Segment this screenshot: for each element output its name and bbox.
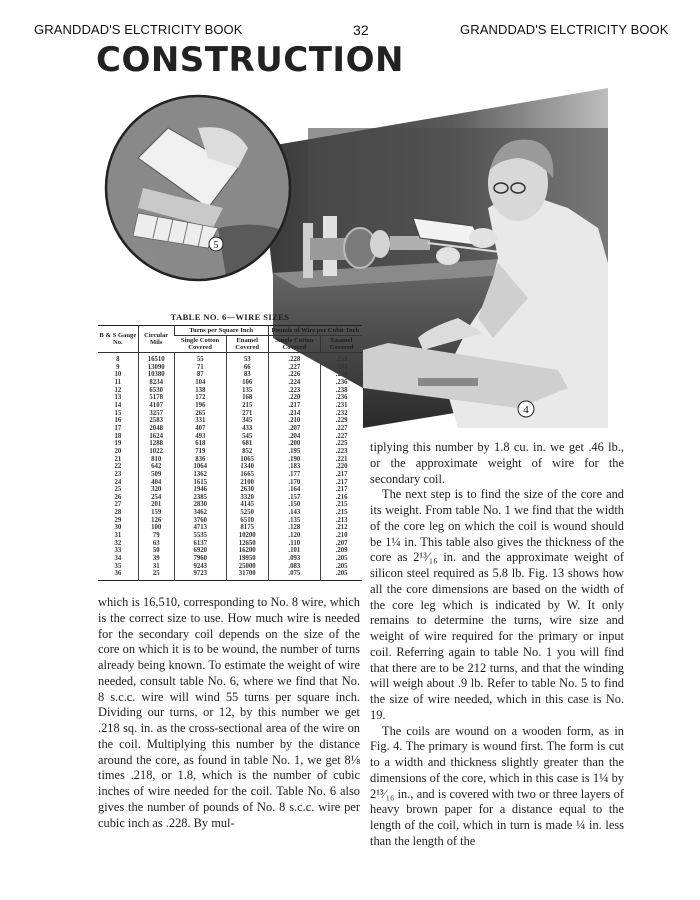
cell-enamel-pounds: .253 xyxy=(321,353,362,364)
col-header-gauge: B & S Gauge No. xyxy=(98,326,138,353)
cell-scc-pounds: .135 xyxy=(268,517,321,525)
cell-enamel-pounds: .205 xyxy=(321,563,362,571)
cell-scc-pounds: .150 xyxy=(268,501,321,509)
cell-scc-turns: 407 xyxy=(174,425,226,433)
cell-enamel-turns: 1340 xyxy=(226,463,268,471)
cell-scc-turns: 196 xyxy=(174,402,226,410)
table-row xyxy=(98,364,362,372)
cell-scc-pounds: .120 xyxy=(268,532,321,540)
cell-scc-turns: 618 xyxy=(174,440,226,448)
table-row xyxy=(98,387,362,395)
cell-scc-turns: 1946 xyxy=(174,486,226,494)
cell-gauge: 31 xyxy=(114,532,122,540)
cell-enamel-turns: 66 xyxy=(226,364,268,372)
table-row xyxy=(98,471,362,479)
col-header-turns: Turns per Square Inch xyxy=(174,326,268,336)
cell-scc-pounds: .128 xyxy=(268,524,321,532)
cell-scc-turns: 172 xyxy=(174,394,226,402)
cell-enamel-pounds: .231 xyxy=(321,402,362,410)
cell-enamel-turns: 681 xyxy=(226,440,268,448)
paragraph: The next step is to find the size of the core and its weight. From table No. 1 we find that the width of the core leg on which the coil is wound should be 1¼ in. This table also gives the thickness of the core as 2¹³⁄₁₆ in. and the approximate weight of silicon steel required as 5.8 lb. Fig. 13 shows how all the core dimensions are based on the width of the core leg which is indicated by W. It only remains to determine the turns, wire size and weight of wire required for the primary or input coil. Referring again to table No. 1 you will find that there are to be 212 turns, and that the winding will weigh about .9 lb. Refer to table No. 5 to find the size of wire needed, which in this case is No. 19. xyxy=(370,487,624,722)
cell-scc-pounds: .110 xyxy=(268,540,321,548)
wire-sizes-table xyxy=(98,325,362,581)
cell-scc-pounds: .226 xyxy=(268,371,321,379)
cell-mils: 16510 xyxy=(138,353,174,364)
table-row xyxy=(98,570,362,580)
page-title: CONSTRUCTION xyxy=(96,40,404,80)
cell-mils: 1288 xyxy=(138,440,174,448)
table-row xyxy=(98,402,362,410)
table-row xyxy=(98,494,362,502)
cell-scc-turns: 1362 xyxy=(174,471,226,479)
cell-scc-pounds: .204 xyxy=(268,433,321,441)
cell-scc-pounds: .157 xyxy=(268,494,321,502)
cell-gauge: 26 xyxy=(114,493,122,501)
cell-enamel-pounds: .223 xyxy=(321,448,362,456)
cell-scc-turns: 2830 xyxy=(174,501,226,509)
cell-enamel-pounds: .225 xyxy=(321,440,362,448)
table-row xyxy=(98,517,362,525)
cell-enamel-pounds: .236 xyxy=(321,394,362,402)
cell-gauge: 11 xyxy=(114,378,122,386)
cell-scc-turns: 719 xyxy=(174,448,226,456)
cell-gauge: 9 xyxy=(116,363,120,371)
cell-mils: 1022 xyxy=(138,448,174,456)
cell-scc-turns: 71 xyxy=(174,364,226,372)
table-row xyxy=(98,448,362,456)
table-row xyxy=(98,456,362,464)
cell-scc-turns: 55 xyxy=(174,353,226,364)
cell-mils: 126 xyxy=(138,517,174,525)
cell-enamel-pounds: .215 xyxy=(321,501,362,509)
cell-mils: 3257 xyxy=(138,410,174,418)
cell-enamel-turns: 135 xyxy=(226,387,268,395)
cell-enamel-turns: 168 xyxy=(226,394,268,402)
cell-scc-pounds: .227 xyxy=(268,364,321,372)
table-row xyxy=(98,547,362,555)
cell-enamel-turns: 4145 xyxy=(226,501,268,509)
cell-gauge: 36 xyxy=(114,570,122,578)
cell-mils: 10380 xyxy=(138,371,174,379)
cell-enamel-turns: 2630 xyxy=(226,486,268,494)
table-row xyxy=(98,532,362,540)
cell-mils: 201 xyxy=(138,501,174,509)
cell-enamel-turns: 1065 xyxy=(226,456,268,464)
table-row xyxy=(98,353,362,364)
cell-enamel-turns: 16200 xyxy=(226,547,268,555)
cell-gauge: 29 xyxy=(114,516,122,524)
cell-gauge: 24 xyxy=(114,478,122,486)
cell-gauge: 20 xyxy=(114,447,122,455)
cell-mils: 100 xyxy=(138,524,174,532)
cell-gauge: 25 xyxy=(114,486,122,494)
cell-enamel-turns: 3320 xyxy=(226,494,268,502)
cell-enamel-pounds: .217 xyxy=(321,479,362,487)
cell-scc-turns: 2385 xyxy=(174,494,226,502)
table-row xyxy=(98,501,362,509)
wire-sizes-table-block xyxy=(98,312,362,581)
cell-enamel-turns: 25000 xyxy=(226,563,268,571)
cell-mils: 4107 xyxy=(138,402,174,410)
cell-enamel-pounds: .227 xyxy=(321,433,362,441)
cell-enamel-pounds: .227 xyxy=(321,425,362,433)
cell-scc-pounds: .143 xyxy=(268,509,321,517)
cell-scc-pounds: .200 xyxy=(268,440,321,448)
cell-mils: 404 xyxy=(138,479,174,487)
cell-scc-pounds: .217 xyxy=(268,402,321,410)
cell-mils: 509 xyxy=(138,471,174,479)
cell-mils: 39 xyxy=(138,555,174,563)
cell-enamel-pounds: .205 xyxy=(321,570,362,580)
cell-mils: 25 xyxy=(138,570,174,580)
paragraph: The coils are wound on a wooden form, as in Fig. 4. The primary is wound first. The form is cut to a width and thickness slightly greater than the dimensions of the core, which in this case is 1¼ by 2¹³⁄₁₆ in., and is covered with two or three layers of heavy brown paper for a distance equal to the length of the coil, which in turn is made ¼ in. less than the length of the xyxy=(370,723,624,848)
cell-gauge: 35 xyxy=(114,562,122,570)
paragraph: tiplying this number by 1.8 cu. in. we get .46 lb., or the approximate weight of wire for the secondary coil. xyxy=(370,440,624,486)
table-row xyxy=(98,479,362,487)
cell-mils: 810 xyxy=(138,456,174,464)
cell-enamel-pounds: .210 xyxy=(321,532,362,540)
cell-mils: 79 xyxy=(138,532,174,540)
cell-scc-pounds: .228 xyxy=(268,353,321,364)
cell-scc-turns: 265 xyxy=(174,410,226,418)
cell-enamel-turns: 215 xyxy=(226,402,268,410)
cell-enamel-pounds: .232 xyxy=(321,410,362,418)
cell-scc-turns: 138 xyxy=(174,387,226,395)
running-header-left: GRANDDAD'S ELCTRICITY BOOK xyxy=(34,22,243,37)
table-row xyxy=(98,540,362,548)
table-row xyxy=(98,524,362,532)
right-text-column xyxy=(370,440,624,850)
col-header-scc-pounds: Single Cotton Covered xyxy=(268,336,321,353)
cell-mils: 642 xyxy=(138,463,174,471)
cell-enamel-pounds: .205 xyxy=(321,555,362,563)
cell-mils: 2583 xyxy=(138,417,174,425)
cell-enamel-turns: 83 xyxy=(226,371,268,379)
cell-scc-pounds: .183 xyxy=(268,463,321,471)
cell-scc-turns: 9243 xyxy=(174,563,226,571)
table-row xyxy=(98,433,362,441)
col-header-mils: Circular Mils xyxy=(138,326,174,353)
left-text-column xyxy=(98,595,360,831)
cell-gauge: 13 xyxy=(114,394,122,402)
cell-enamel-turns: 1665 xyxy=(226,471,268,479)
cell-scc-turns: 87 xyxy=(174,371,226,379)
cell-scc-turns: 1615 xyxy=(174,479,226,487)
cell-mils: 8234 xyxy=(138,379,174,387)
cell-scc-turns: 5535 xyxy=(174,532,226,540)
cell-scc-pounds: .207 xyxy=(268,425,321,433)
cell-enamel-pounds: .213 xyxy=(321,517,362,525)
cell-scc-pounds: .075 xyxy=(268,570,321,580)
cell-enamel-pounds: .212 xyxy=(321,524,362,532)
cell-enamel-pounds: .236 xyxy=(321,371,362,379)
cell-mils: 320 xyxy=(138,486,174,494)
table-row xyxy=(98,425,362,433)
cell-enamel-turns: 19950 xyxy=(226,555,268,563)
cell-enamel-turns: 433 xyxy=(226,425,268,433)
cell-enamel-turns: 2100 xyxy=(226,479,268,487)
figure-label-4: 4 xyxy=(523,404,529,416)
cell-gauge: 23 xyxy=(114,470,122,478)
cell-scc-pounds: .164 xyxy=(268,486,321,494)
col-header-pounds: Pounds of Wire per Cubic Inch xyxy=(268,326,362,336)
cell-enamel-turns: 852 xyxy=(226,448,268,456)
cell-mils: 254 xyxy=(138,494,174,502)
cell-scc-pounds: .224 xyxy=(268,379,321,387)
cell-gauge: 12 xyxy=(114,386,122,394)
cell-enamel-pounds: .217 xyxy=(321,471,362,479)
cell-gauge: 14 xyxy=(114,401,122,409)
cell-gauge: 16 xyxy=(114,417,122,425)
cell-mils: 63 xyxy=(138,540,174,548)
cell-gauge: 21 xyxy=(114,455,122,463)
cell-mils: 6530 xyxy=(138,387,174,395)
table-row xyxy=(98,379,362,387)
cell-scc-pounds: .170 xyxy=(268,479,321,487)
cell-scc-turns: 9723 xyxy=(174,570,226,580)
cell-scc-pounds: .220 xyxy=(268,394,321,402)
cell-gauge: 22 xyxy=(114,463,122,471)
paragraph: which is 16,510, corresponding to No. 8 wire, which is the correct size to use. How much wire is needed for the secondary coil depends on the size of the core on which it is to be wound, the number of turns already being known. To estimate the weight of wire needed, consult table No. 6, where we find that No. 8 s.c.c. wire will wind 55 turns per square inch. Dividing our turns, or 12, by this number we get .218 sq. in. as the cross-sectional area of the wire on the coil. Multiplying this number by the distance around the core, as found in table No. 1, we get 8⅛ times .218, or 1.8, which is the number of cubic inches of wire needed for the coil. Table No. 6 also gives the number of pounds of No. 8 s.c.c. wire per cubic inch as .228. By mul- xyxy=(98,595,360,830)
cell-scc-turns: 331 xyxy=(174,417,226,425)
cell-gauge: 28 xyxy=(114,509,122,517)
cell-scc-turns: 6137 xyxy=(174,540,226,548)
cell-scc-turns: 6920 xyxy=(174,547,226,555)
cell-scc-pounds: .214 xyxy=(268,410,321,418)
cell-gauge: 15 xyxy=(114,409,122,417)
cell-scc-turns: 4713 xyxy=(174,524,226,532)
cell-enamel-pounds: .221 xyxy=(321,456,362,464)
cell-enamel-pounds: .217 xyxy=(321,486,362,494)
cell-mils: 159 xyxy=(138,509,174,517)
table-row xyxy=(98,410,362,418)
cell-enamel-pounds: .220 xyxy=(321,463,362,471)
cell-gauge: 34 xyxy=(114,555,122,563)
table-row xyxy=(98,417,362,425)
cell-scc-pounds: .101 xyxy=(268,547,321,555)
table-row xyxy=(98,555,362,563)
table-row xyxy=(98,509,362,517)
cell-enamel-turns: 10200 xyxy=(226,532,268,540)
cell-enamel-turns: 8175 xyxy=(226,524,268,532)
cell-mils: 1624 xyxy=(138,433,174,441)
cell-gauge: 8 xyxy=(116,356,120,363)
cell-enamel-turns: 271 xyxy=(226,410,268,418)
cell-scc-turns: 493 xyxy=(174,433,226,441)
running-header-right: GRANDDAD'S ELCTRICITY BOOK xyxy=(460,22,669,37)
cell-enamel-pounds: .244 xyxy=(321,364,362,372)
cell-mils: 31 xyxy=(138,563,174,571)
cell-scc-pounds: .223 xyxy=(268,387,321,395)
cell-enamel-pounds: .229 xyxy=(321,417,362,425)
cell-enamel-pounds: .238 xyxy=(321,387,362,395)
cell-enamel-turns: 5250 xyxy=(226,509,268,517)
cell-mils: 13090 xyxy=(138,364,174,372)
cell-gauge: 19 xyxy=(114,440,122,448)
col-header-enamel-turns: Enamel Covered xyxy=(226,336,268,353)
page-number: 32 xyxy=(353,22,369,38)
cell-gauge: 10 xyxy=(114,371,122,379)
cell-enamel-pounds: .209 xyxy=(321,547,362,555)
cell-gauge: 27 xyxy=(114,501,122,509)
cell-scc-pounds: .195 xyxy=(268,448,321,456)
cell-enamel-pounds: .216 xyxy=(321,494,362,502)
cell-scc-turns: 1064 xyxy=(174,463,226,471)
cell-scc-pounds: .177 xyxy=(268,471,321,479)
cell-scc-pounds: .190 xyxy=(268,456,321,464)
table-row xyxy=(98,394,362,402)
cell-scc-pounds: .083 xyxy=(268,563,321,571)
cell-scc-pounds: .093 xyxy=(268,555,321,563)
table-row xyxy=(98,463,362,471)
cell-enamel-pounds: .236 xyxy=(321,379,362,387)
cell-gauge: 33 xyxy=(114,547,122,555)
cell-scc-turns: 836 xyxy=(174,456,226,464)
cell-scc-turns: 3760 xyxy=(174,517,226,525)
cell-enamel-turns: 53 xyxy=(226,353,268,364)
cell-scc-pounds: .210 xyxy=(268,417,321,425)
cell-enamel-turns: 545 xyxy=(226,433,268,441)
cell-enamel-turns: 12650 xyxy=(226,540,268,548)
figure-label-5: 5 xyxy=(213,240,219,251)
cell-enamel-pounds: .207 xyxy=(321,540,362,548)
cell-gauge: 18 xyxy=(114,432,122,440)
cell-mils: 5178 xyxy=(138,394,174,402)
table-row xyxy=(98,440,362,448)
col-header-scc-turns: Single Cotton Covered xyxy=(174,336,226,353)
table-row xyxy=(98,563,362,571)
col-header-enamel-pounds: Enamel Covered xyxy=(321,336,362,353)
cell-mils: 50 xyxy=(138,547,174,555)
cell-enamel-pounds: .215 xyxy=(321,509,362,517)
cell-mils: 2048 xyxy=(138,425,174,433)
cell-enamel-turns: 345 xyxy=(226,417,268,425)
cell-gauge: 32 xyxy=(114,539,122,547)
cell-enamel-turns: 31700 xyxy=(226,570,268,580)
cell-enamel-turns: 106 xyxy=(226,379,268,387)
table-row xyxy=(98,486,362,494)
cell-scc-turns: 7960 xyxy=(174,555,226,563)
table-row xyxy=(98,371,362,379)
cell-gauge: 17 xyxy=(114,424,122,432)
cell-enamel-turns: 6510 xyxy=(226,517,268,525)
cell-scc-turns: 3462 xyxy=(174,509,226,517)
cell-scc-turns: 104 xyxy=(174,379,226,387)
cell-gauge: 30 xyxy=(114,524,122,532)
table-title: TABLE NO. 6—WIRE SIZES xyxy=(170,312,290,322)
